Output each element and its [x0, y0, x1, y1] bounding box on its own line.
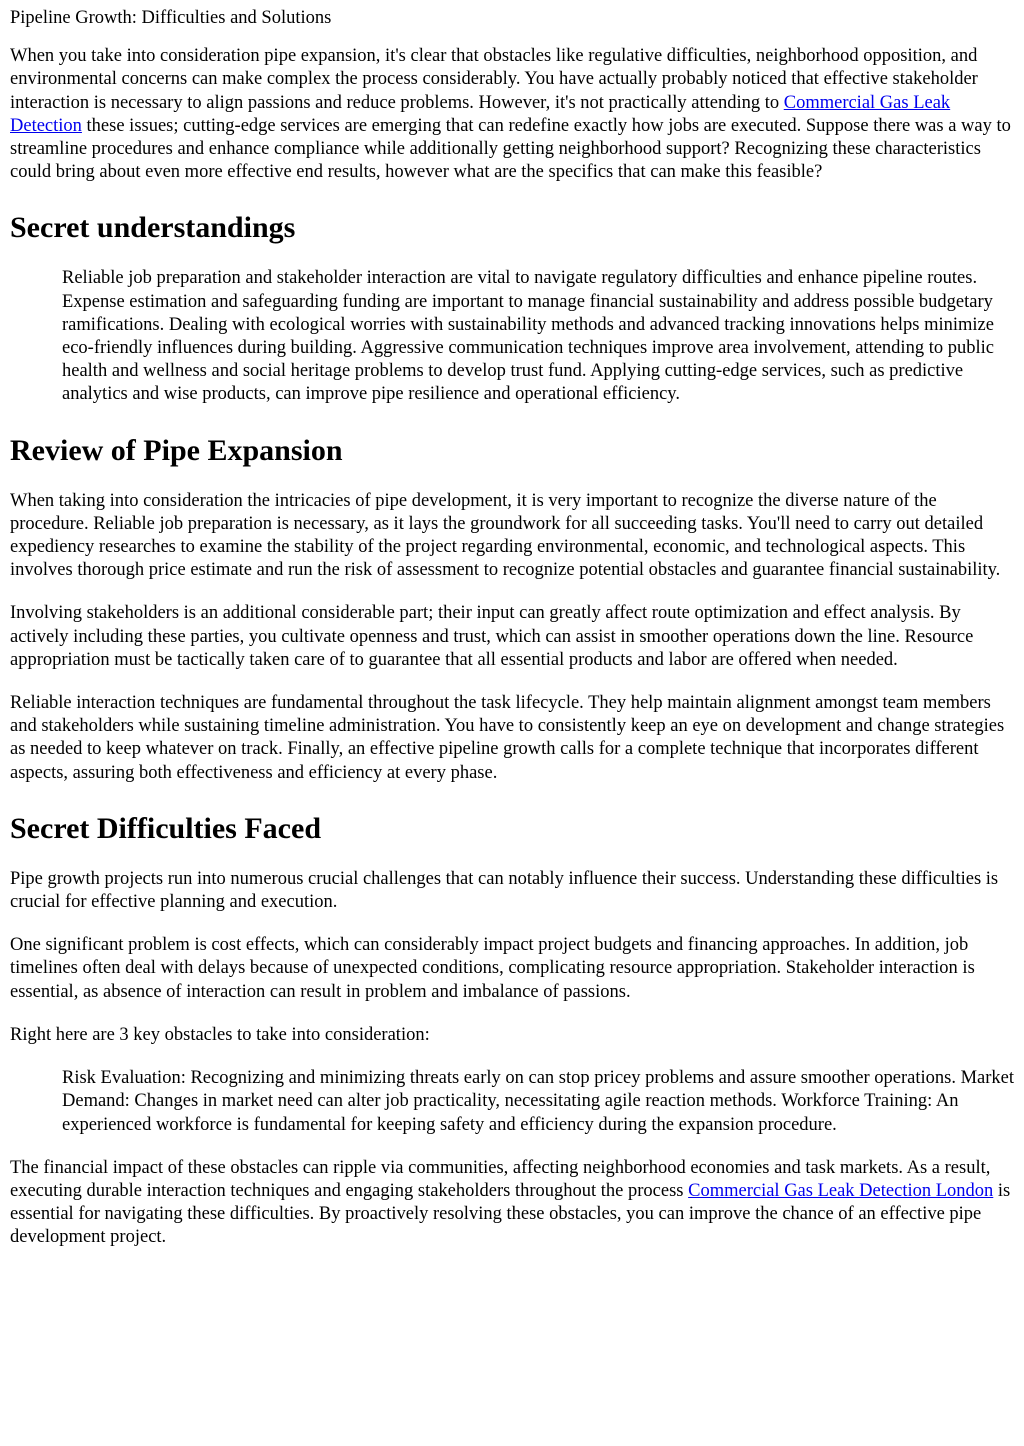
difficulties-paragraph-1: Pipe growth projects run into numerous crucial challenges that can notably influence their success. Understanding these difficulties is crucial for effective planning and execution.: [10, 868, 999, 913]
difficulties-paragraph-3: Right here are 3 key obstacles to take into consideration:: [10, 1024, 430, 1045]
review-paragraph-1: When taking into consideration the intricacies of pipe development, it is very important to recognize the diverse nature of the procedure. Reliable job preparation is necessary, as it lays the groundwork for all succeeding tasks. You'll need to carry out detailed expediency researches to examine the stability of the project regarding environmental, economic, and technological aspects. This involves thorough price estimate and run the risk of assessment to recognize potential obstacles and guarantee financial sustainability.: [10, 490, 1001, 581]
difficulties-paragraph-2: One significant problem is cost effects, which can considerably impact project budgets and financing approaches. In addition, job timelines often deal with delays because of unexpected conditions, complicating resource appropriation. Stakeholder interaction is essential, as absence of interaction can result in problem and imbalance of passions.: [10, 935, 975, 1002]
commercial-gas-leak-detection-london-link[interactable]: Commercial Gas Leak Detection London: [688, 1180, 994, 1201]
intro-paragraph: [10, 45, 1014, 184]
commercial-gas-leak-detection-link[interactable]: Commercial Gas Leak Detection: [10, 92, 951, 136]
closing-text-end: is essential for navigating these difficulties. By proactively resolving these obstacles, you can improve the chance of an effective pipe development project.: [10, 1180, 1011, 1248]
intro-text-start: When you take into consideration pipe expansion, it's clear that obstacles like regulative difficulties, neighborhood opposition, and environmental concerns can make complex the process considerably. You have actually probably noticed that effective stakeholder interaction is necessary to align passions and reduce problems. However, it's not practically attending to: [10, 46, 978, 113]
closing-paragraph: [10, 1157, 1014, 1250]
key-insights-quote: Reliable job preparation and stakeholder interaction are vital to navigate regulatory difficulties and enhance pipeline routes. Expense estimation and safeguarding funding are important to manage financial sustainability and address possible budgetary ramifications. Dealing with ecological worries with sustainability methods and advanced tracking innovations helps minimize eco-friendly influences during building. Aggressive communication techniques improve area involvement, attending to public health and wellness and social heritage problems to develop trust fund. Applying cutting-edge services, such as predictive analytics and wise products, can improve pipe resilience and operational efficiency.: [62, 268, 994, 405]
review-paragraph-3: Reliable interaction techniques are fundamental throughout the task lifecycle. They help maintain alignment amongst team members and stakeholders while sustaining timeline administration. You have to consistently keep an eye on development and change strategies as needed to keep whatever on track. Finally, an effective pipeline growth calls for a complete technique that incorporates different aspects, assuring both effectiveness and efficiency at every phase.: [10, 693, 1005, 783]
review-paragraph-2: Involving stakeholders is an additional considerable part; their input can greatly affect route optimization and effect analysis. By actively including these parties, you cultivate openness and trust, which can assist in smoother operations down the line. Resource appropriation must be tactically taken care of to guarantee that all essential products and labor are offered when needed.: [10, 603, 974, 670]
section-heading-key-insights: Secret understandings: [10, 211, 296, 245]
intro-text-end: these issues; cutting-edge services are emerging that can redefine exactly how jobs are executed. Suppose there was a way to streamline procedures and enhance compliance while additionally getting neighborhood support? Recognizing these characteristics could bring about even more effective end results, however what are the specifics that can make this feasible?: [10, 115, 1011, 183]
document-title: Pipeline Growth: Difficulties and Solutions: [10, 8, 332, 28]
obstacles-quote: Risk Evaluation: Recognizing and minimizing threats early on can stop pricey problems and assure smoother operations. Market Demand: Changes in market need can alter job practicality, necessitating agile reaction methods. Workforce Training: An experienced workforce is fundamental for keeping safety and efficiency during the expansion procedure.: [62, 1068, 1015, 1135]
section-heading-pipe-expansion-review: Review of Pipe Expansion: [10, 433, 343, 467]
closing-text-start: The financial impact of these obstacles can ripple via communities, affecting neighborhood economies and task markets. As a result, executing durable interaction techniques and engaging stakeholders throughout the process: [10, 1157, 991, 1201]
section-heading-key-difficulties: Secret Difficulties Faced: [10, 811, 322, 845]
